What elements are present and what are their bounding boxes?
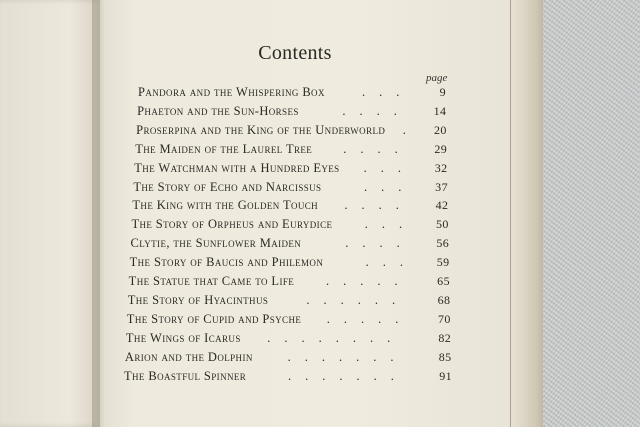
toc-entry-title: Arion and the Dolphin (124, 349, 253, 364)
toc-entry-title: Proserpina and the King of the Underworld (136, 122, 386, 137)
toc-entry-page: 70 (437, 311, 451, 326)
toc-leader-dots: .... (343, 141, 412, 156)
toc-entry (125, 350, 455, 368)
toc-entry-page: 82 (438, 330, 452, 345)
toc-leader-dots: ... (363, 160, 415, 175)
toc-entry (127, 312, 457, 330)
toc-entry-title: The King with the Golden Touch (132, 198, 319, 213)
toc-entry (134, 161, 464, 179)
toc-entry-page: 56 (436, 236, 450, 251)
cover-edge (510, 0, 543, 427)
toc-entry-title: The Maiden of the Laurel Tree (135, 141, 313, 156)
toc-entry (128, 293, 458, 311)
toc-leader-dots: . (402, 122, 420, 137)
page-column-label: page (426, 72, 448, 84)
toc-leader-dots: ....... (288, 368, 408, 383)
toc-leader-dots: ... (364, 217, 417, 232)
toc-entry (138, 85, 468, 103)
toc-leader-dots: ..... (326, 311, 413, 326)
toc-entry (130, 255, 460, 273)
toc-leader-dots: ... (365, 255, 417, 270)
toc-entry-page: 68 (437, 292, 451, 307)
toc-entry (137, 104, 467, 122)
toc-entry-title: The Boastful Spinner (124, 368, 247, 383)
toc-entry (132, 198, 462, 216)
toc-leader-dots: ...... (306, 292, 410, 307)
toc-entry-title: The Statue that Came to Life (128, 274, 295, 288)
toc-entry-page: 91 (439, 368, 452, 383)
toc-entry-page: 85 (438, 349, 452, 364)
toc-entry (124, 369, 454, 387)
toc-entry-title: The Story of Cupid and Psyche (126, 311, 302, 326)
book-gutter (92, 0, 106, 427)
toc-entry-page: 29 (434, 141, 448, 156)
toc-entry-title: The Story of Hyacinthus (127, 292, 269, 307)
toc-entry-page: 32 (434, 160, 448, 175)
toc-entry (131, 217, 461, 235)
toc-entry (131, 236, 461, 254)
toc-entry-title: The Story of Echo and Narcissus (133, 179, 322, 194)
toc-leader-dots: ..... (325, 274, 412, 288)
toc-entry-title: The Wings of Icarus (125, 330, 241, 345)
toc-leader-dots: ... (362, 85, 414, 99)
toc-entry-page: 9 (439, 85, 446, 99)
toc-entry-page: 37 (435, 179, 448, 194)
toc-leader-dots: ....... (287, 349, 408, 364)
toc-leader-dots: ... (363, 179, 416, 194)
toc-entry-title: The Story of Baucis and Philemon (129, 255, 324, 270)
contents-heading: Contents (258, 42, 332, 64)
toc-entry-title: Pandora and the Whispering Box (138, 85, 325, 99)
toc-entry-page: 65 (437, 274, 450, 288)
toc-entry-title: Phaeton and the Sun-Horses (137, 103, 299, 118)
toc-entry-title: Clytie, the Sunflower Maiden (130, 236, 302, 251)
toc-entry-title: The Story of Orpheus and Eurydice (131, 217, 333, 232)
toc-entry-page: 50 (435, 217, 449, 232)
toc-entry (136, 123, 466, 141)
toc-entry (135, 142, 465, 160)
toc-leader-dots: ........ (267, 330, 405, 345)
toc-leader-dots: .... (344, 198, 413, 213)
toc-entry (129, 274, 459, 292)
toc-entry-page: 42 (435, 198, 449, 213)
toc-entry-title: The Watchman with a Hundred Eyes (134, 160, 340, 175)
toc-entry-page: 14 (433, 103, 447, 118)
toc-entry (133, 180, 463, 198)
toc-entry-page: 59 (436, 255, 450, 270)
left-page (0, 0, 100, 427)
toc-leader-dots: .... (342, 103, 411, 118)
toc-entry-page: 20 (433, 122, 447, 137)
toc-entry (126, 331, 456, 349)
toc-leader-dots: .... (345, 236, 414, 251)
